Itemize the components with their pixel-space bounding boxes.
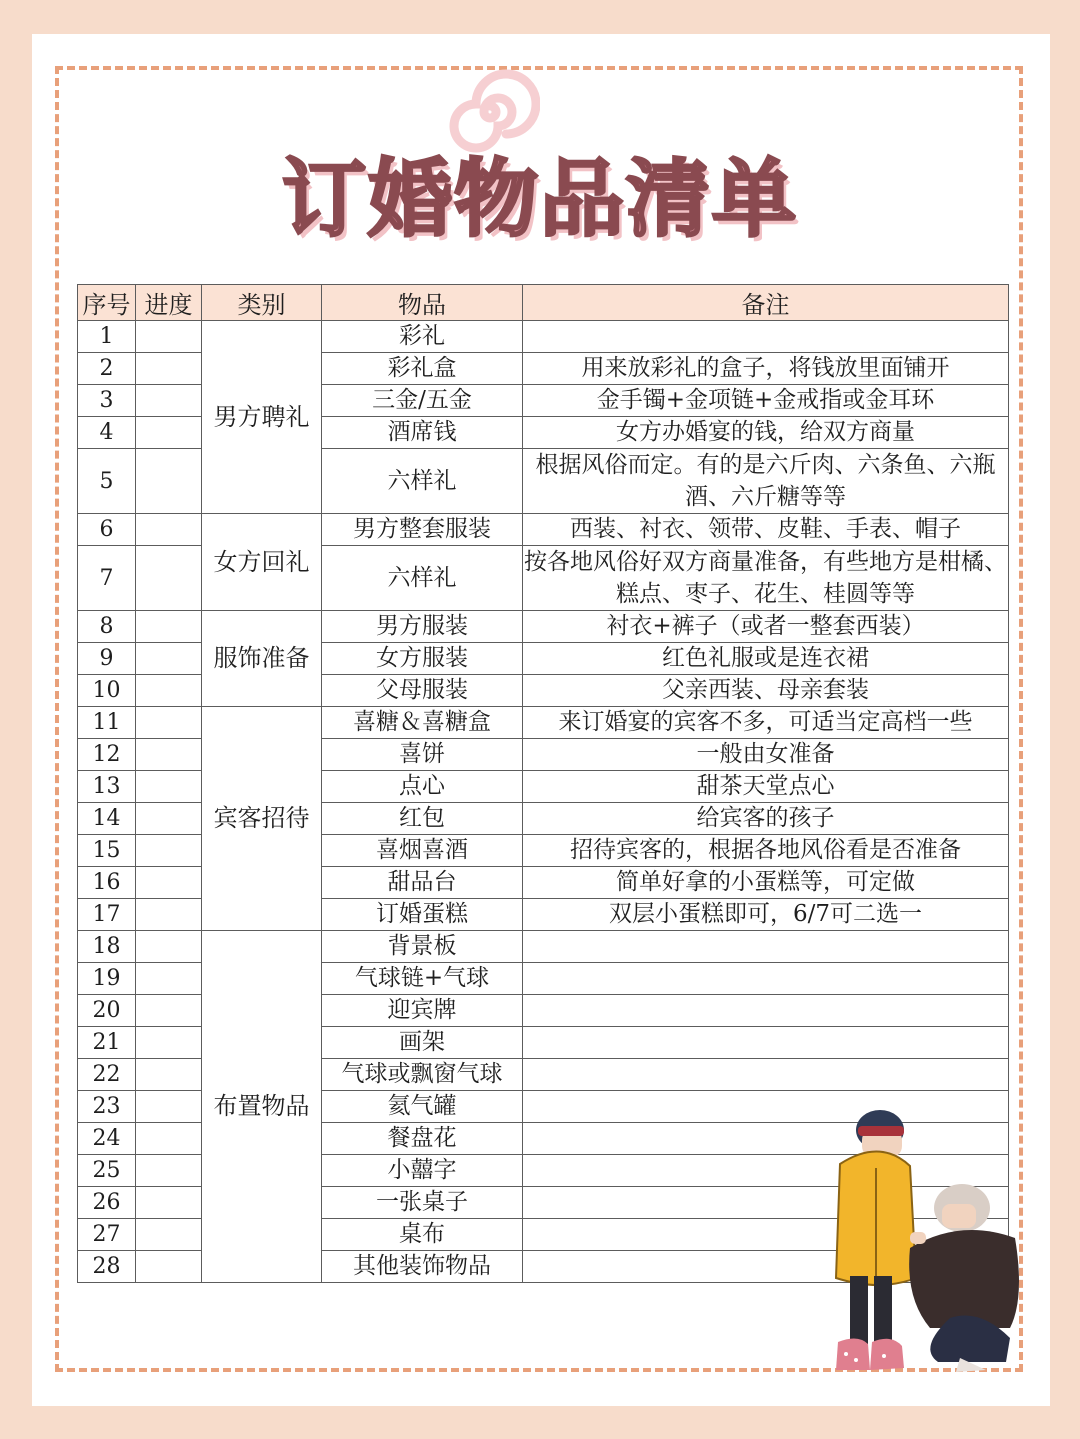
row-number: 7 [78, 546, 136, 611]
item-cell: 喜烟喜酒 [322, 835, 523, 867]
row-number: 26 [78, 1187, 136, 1219]
item-cell: 喜饼 [322, 739, 523, 771]
row-number: 14 [78, 803, 136, 835]
note-cell [523, 963, 1009, 995]
note-cell [523, 1059, 1009, 1091]
item-cell: 甜品台 [322, 867, 523, 899]
progress-cell[interactable] [136, 1251, 202, 1283]
row-number: 1 [78, 321, 136, 353]
progress-cell[interactable] [136, 643, 202, 675]
row-number: 11 [78, 707, 136, 739]
progress-cell[interactable] [136, 385, 202, 417]
item-cell: 父母服装 [322, 675, 523, 707]
note-cell: 来订婚宴的宾客不多，可适当定高档一些 [523, 707, 1009, 739]
category-cell: 宾客招待 [202, 707, 322, 931]
row-number: 3 [78, 385, 136, 417]
note-cell: 金手镯+金项链+金戒指或金耳环 [523, 385, 1009, 417]
progress-cell[interactable] [136, 1187, 202, 1219]
row-number: 24 [78, 1123, 136, 1155]
progress-cell[interactable] [136, 867, 202, 899]
row-number: 22 [78, 1059, 136, 1091]
item-cell: 点心 [322, 771, 523, 803]
row-number: 19 [78, 963, 136, 995]
item-cell: 桌布 [322, 1219, 523, 1251]
row-number: 4 [78, 417, 136, 449]
progress-cell[interactable] [136, 546, 202, 611]
row-number: 25 [78, 1155, 136, 1187]
item-cell: 画架 [322, 1027, 523, 1059]
row-number: 27 [78, 1219, 136, 1251]
row-number: 10 [78, 675, 136, 707]
row-number: 5 [78, 449, 136, 514]
note-cell: 西装、衬衣、领带、皮鞋、手表、帽子 [523, 514, 1009, 546]
header-note: 备注 [523, 285, 1009, 321]
progress-cell[interactable] [136, 1059, 202, 1091]
item-cell: 迎宾牌 [322, 995, 523, 1027]
item-cell: 一张桌子 [322, 1187, 523, 1219]
table-row [78, 611, 1009, 643]
table-row [78, 931, 1009, 963]
table-header-row [78, 285, 1009, 321]
progress-cell[interactable] [136, 1155, 202, 1187]
progress-cell[interactable] [136, 1219, 202, 1251]
category-cell: 男方聘礼 [202, 321, 322, 514]
note-cell: 衬衣+裤子（或者一整套西装） [523, 611, 1009, 643]
progress-cell[interactable] [136, 1027, 202, 1059]
item-cell: 背景板 [322, 931, 523, 963]
row-number: 18 [78, 931, 136, 963]
note-cell [523, 321, 1009, 353]
row-number: 21 [78, 1027, 136, 1059]
header-category: 类别 [202, 285, 322, 321]
item-cell: 六样礼 [322, 546, 523, 611]
progress-cell[interactable] [136, 931, 202, 963]
table-row [78, 321, 1009, 353]
row-number: 15 [78, 835, 136, 867]
item-cell: 其他装饰物品 [322, 1251, 523, 1283]
table-row [78, 707, 1009, 739]
row-number: 2 [78, 353, 136, 385]
note-cell [523, 1027, 1009, 1059]
progress-cell[interactable] [136, 963, 202, 995]
row-number: 9 [78, 643, 136, 675]
note-cell: 女方办婚宴的钱，给双方商量 [523, 417, 1009, 449]
item-cell: 女方服装 [322, 643, 523, 675]
item-cell: 小囍字 [322, 1155, 523, 1187]
row-number: 6 [78, 514, 136, 546]
note-cell [523, 931, 1009, 963]
item-cell: 气球或飘窗气球 [322, 1059, 523, 1091]
page-title: 订婚物品清单 [281, 150, 798, 248]
progress-cell[interactable] [136, 675, 202, 707]
row-number: 17 [78, 899, 136, 931]
progress-cell[interactable] [136, 1091, 202, 1123]
note-cell: 双层小蛋糕即可，6/7可二选一 [523, 899, 1009, 931]
header-progress: 进度 [136, 285, 202, 321]
note-cell: 根据风俗而定。有的是六斤肉、六条鱼、六瓶酒、六斤糖等等 [523, 449, 1009, 514]
item-cell: 氦气罐 [322, 1091, 523, 1123]
item-cell: 彩礼 [322, 321, 523, 353]
couple-illustration-icon [810, 1108, 1030, 1380]
note-cell: 父亲西装、母亲套装 [523, 675, 1009, 707]
note-cell: 红色礼服或是连衣裙 [523, 643, 1009, 675]
item-cell: 喜糖＆喜糖盒 [322, 707, 523, 739]
note-cell [523, 995, 1009, 1027]
item-cell: 彩礼盒 [322, 353, 523, 385]
row-number: 28 [78, 1251, 136, 1283]
progress-cell[interactable] [136, 1123, 202, 1155]
progress-cell[interactable] [136, 611, 202, 643]
progress-cell[interactable] [136, 514, 202, 546]
item-cell: 订婚蛋糕 [322, 899, 523, 931]
row-number: 12 [78, 739, 136, 771]
note-cell: 给宾客的孩子 [523, 803, 1009, 835]
progress-cell[interactable] [136, 899, 202, 931]
note-cell: 招待宾客的，根据各地风俗看是否准备 [523, 835, 1009, 867]
category-cell: 布置物品 [202, 931, 322, 1283]
progress-cell[interactable] [136, 803, 202, 835]
progress-cell[interactable] [136, 449, 202, 514]
category-cell: 服饰准备 [202, 611, 322, 707]
row-number: 16 [78, 867, 136, 899]
row-number: 8 [78, 611, 136, 643]
note-cell: 按各地风俗好双方商量准备，有些地方是柑橘、糕点、枣子、花生、桂圆等等 [523, 546, 1009, 611]
note-cell: 一般由女准备 [523, 739, 1009, 771]
item-cell: 六样礼 [322, 449, 523, 514]
note-cell: 甜茶天堂点心 [523, 771, 1009, 803]
item-cell: 男方整套服装 [322, 514, 523, 546]
progress-cell[interactable] [136, 995, 202, 1027]
row-number: 13 [78, 771, 136, 803]
item-cell: 三金/五金 [322, 385, 523, 417]
progress-cell[interactable] [136, 417, 202, 449]
progress-cell[interactable] [136, 353, 202, 385]
progress-cell[interactable] [136, 835, 202, 867]
note-cell: 简单好拿的小蛋糕等，可定做 [523, 867, 1009, 899]
progress-cell[interactable] [136, 739, 202, 771]
header-seq: 序号 [78, 285, 136, 321]
header-item: 物品 [322, 285, 523, 321]
row-number: 20 [78, 995, 136, 1027]
item-cell: 气球链+气球 [322, 963, 523, 995]
table-row [78, 514, 1009, 546]
progress-cell[interactable] [136, 707, 202, 739]
category-cell: 女方回礼 [202, 514, 322, 611]
item-cell: 男方服装 [322, 611, 523, 643]
row-number: 23 [78, 1091, 136, 1123]
note-cell: 用来放彩礼的盒子，将钱放里面铺开 [523, 353, 1009, 385]
progress-cell[interactable] [136, 771, 202, 803]
item-cell: 餐盘花 [322, 1123, 523, 1155]
progress-cell[interactable] [136, 321, 202, 353]
item-cell: 酒席钱 [322, 417, 523, 449]
item-cell: 红包 [322, 803, 523, 835]
